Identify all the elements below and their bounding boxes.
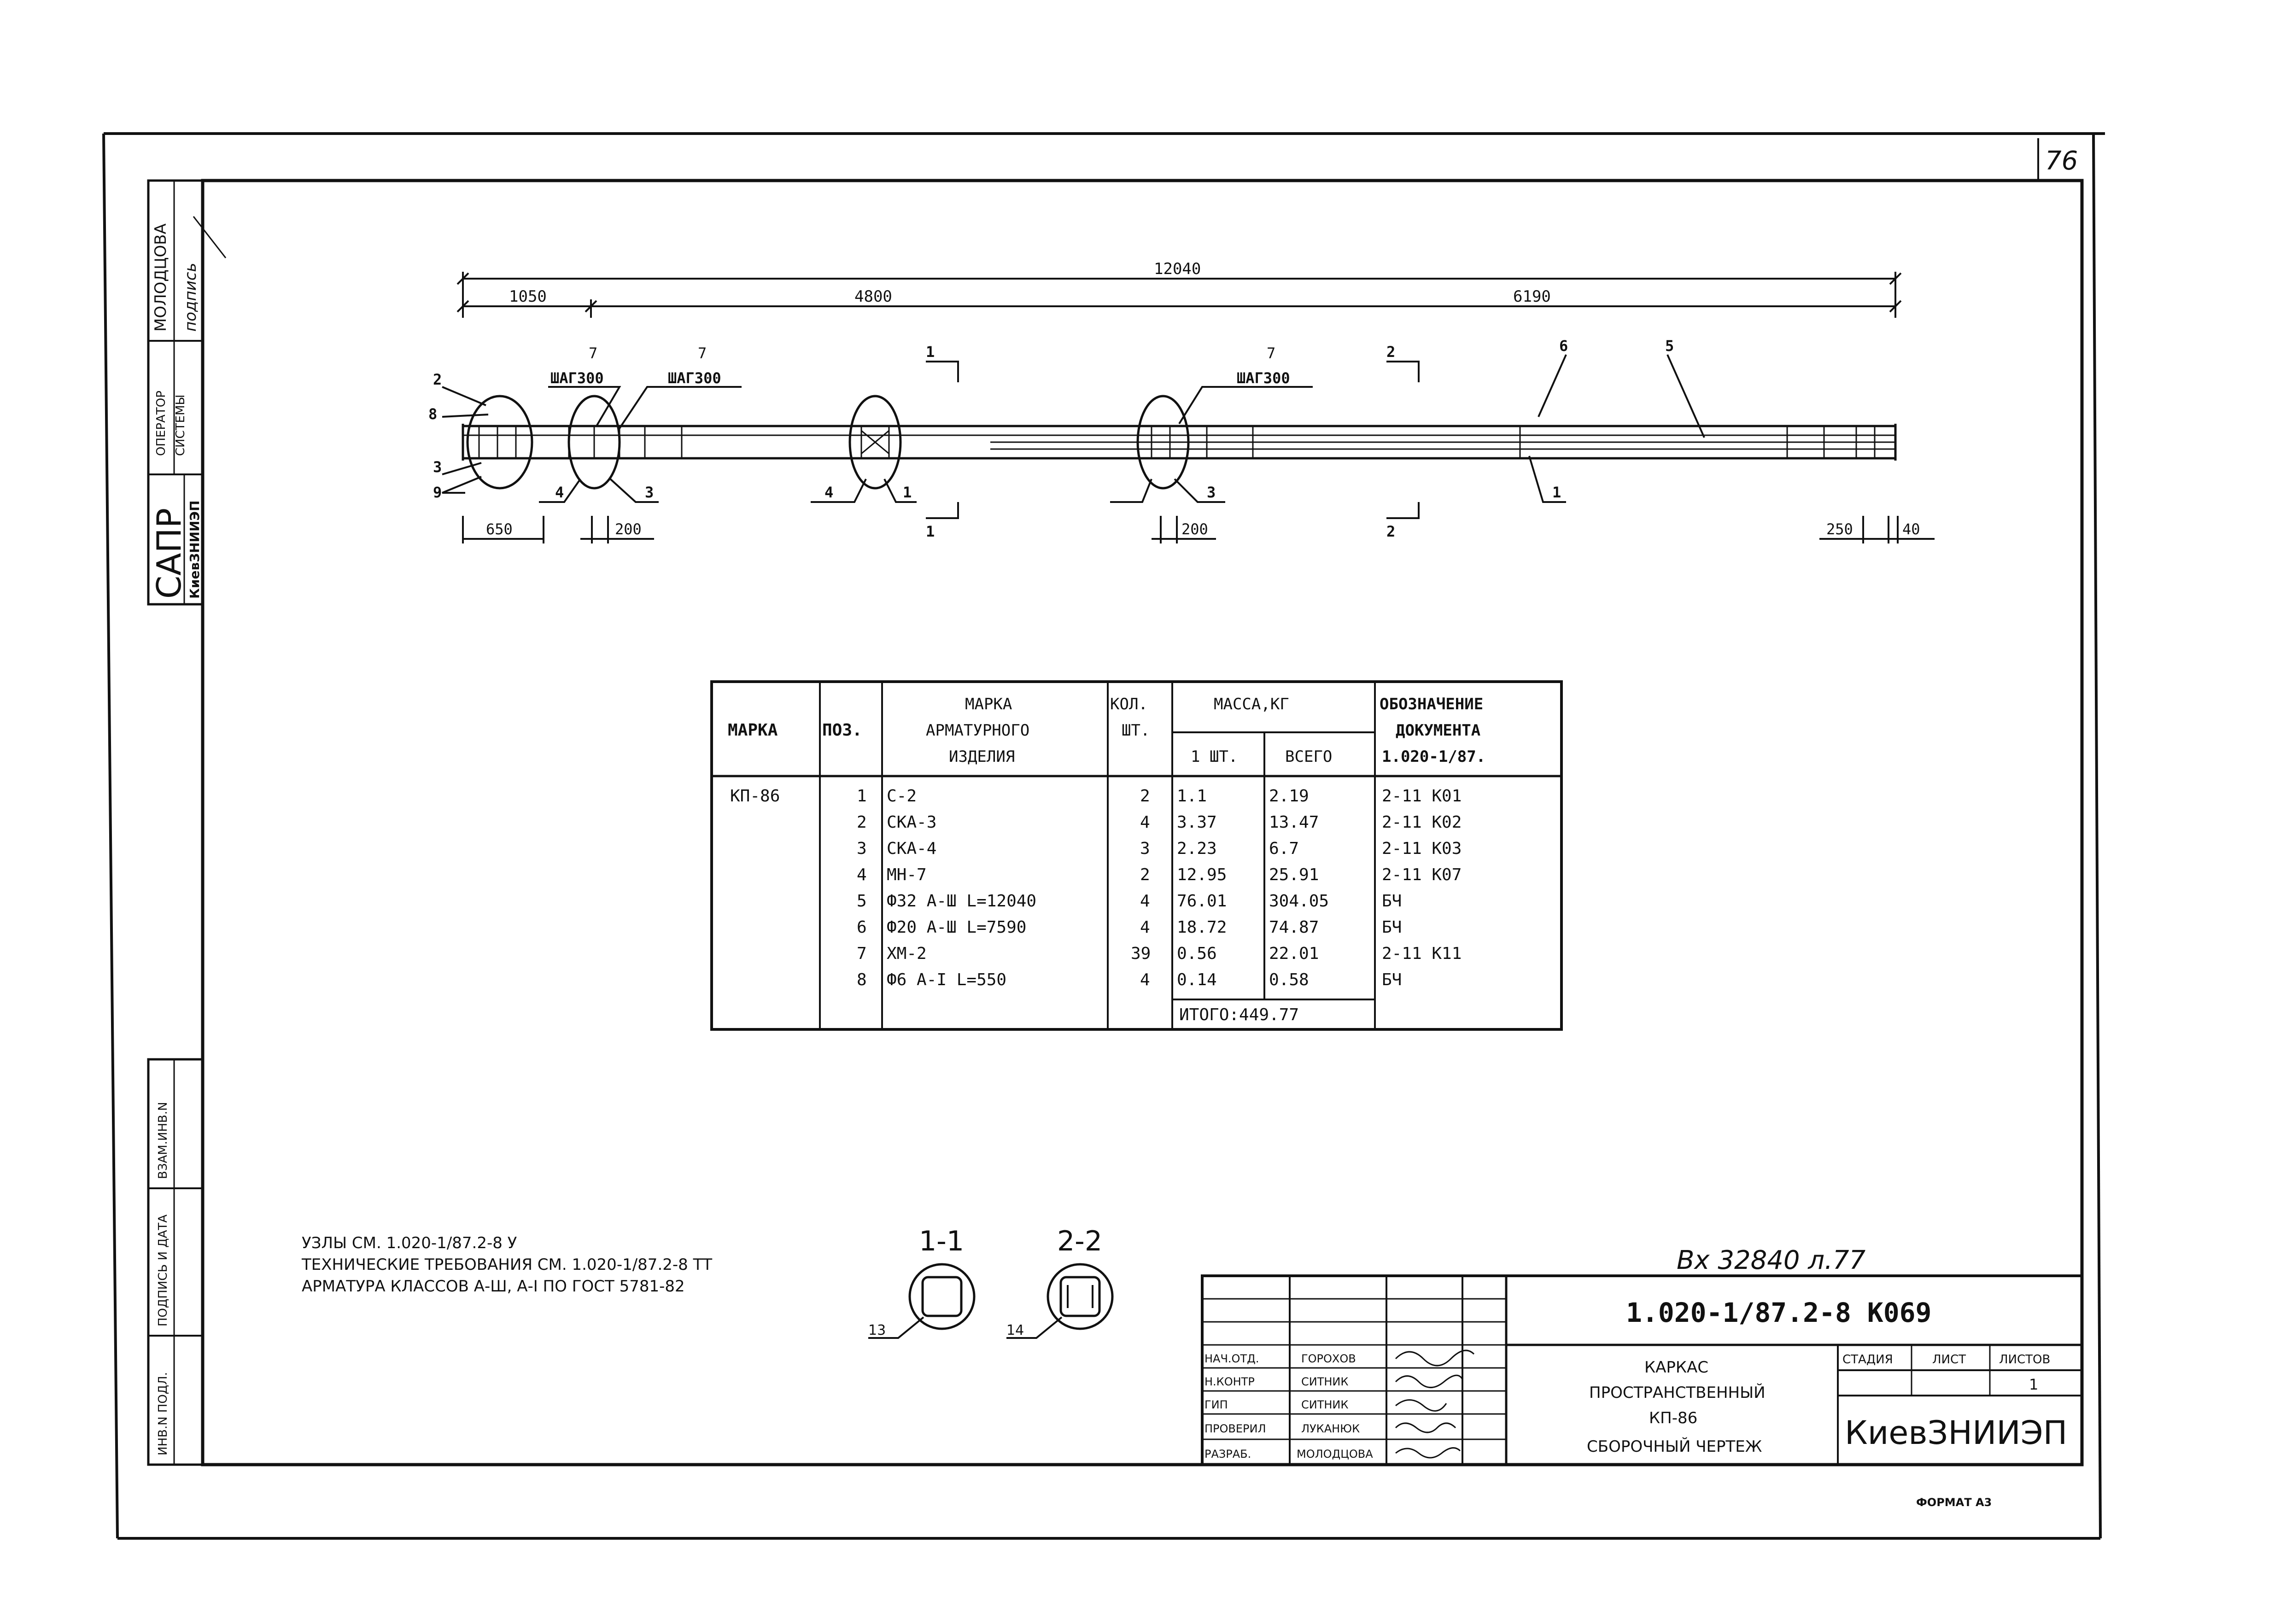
cell-qty: 2 — [1140, 865, 1150, 884]
section-1-1-callout: 13 — [868, 1322, 886, 1338]
pos-label: 2 — [433, 371, 442, 388]
pos-label: 9 — [433, 484, 442, 501]
dim-4800: 4800 — [854, 287, 892, 306]
person-role: НАЧ.ОТД. — [1204, 1352, 1259, 1365]
cell-item: СКА-4 — [887, 839, 937, 858]
dim-1050: 1050 — [509, 287, 547, 306]
format-label: ФОРМАТ А3 — [1916, 1496, 1992, 1509]
strip-podp-data: ПОДПИСЬ И ДАТА — [156, 1214, 170, 1326]
spec-rows — [857, 787, 1462, 989]
stamp-role-line1: ОПЕРАТОР — [154, 391, 168, 456]
cell-mark: КП-86 — [730, 787, 780, 806]
cell-one: 2.23 — [1177, 839, 1217, 858]
cell-pos: 2 — [857, 813, 867, 832]
stamp-sapr: САПР — [150, 508, 188, 599]
callout-7-b-label: ШАГ300 — [668, 369, 721, 387]
cell-qty: 4 — [1140, 970, 1150, 989]
cell-doc: БЧ — [1382, 970, 1402, 989]
section-mark: 2 — [1386, 523, 1396, 540]
dim-200-b: 200 — [1181, 520, 1208, 538]
cell-doc: БЧ — [1382, 892, 1402, 911]
th-qty-l2: ШТ. — [1122, 721, 1150, 740]
stage-label: СТАДИЯ — [1842, 1353, 1893, 1367]
cell-total: 74.87 — [1269, 918, 1319, 937]
cell-qty: 3 — [1140, 839, 1150, 858]
person-name: МОЛОДЦОВА — [1297, 1448, 1373, 1460]
table-row — [857, 865, 1462, 884]
stamp-role-line2: СИСТЕМЫ — [174, 394, 187, 456]
cell-doc: 2-11 К11 — [1382, 944, 1462, 963]
org-name: КиевЗНИИЭП — [1845, 1414, 2068, 1452]
cell-one: 18.72 — [1177, 918, 1227, 937]
pos-label: 1 — [903, 484, 912, 501]
title-line-3: КП-86 — [1649, 1409, 1698, 1427]
section-2-2-title: 2-2 — [1057, 1225, 1102, 1257]
callout-7-c-num: 7 — [1267, 345, 1276, 362]
th-mass-one: 1 ШТ. — [1191, 748, 1238, 766]
sheets-label: ЛИСТОВ — [1999, 1353, 2051, 1367]
person-role: ГИП — [1204, 1398, 1228, 1411]
title-line-2: ПРОСТРАНСТВЕННЫЙ — [1589, 1384, 1766, 1402]
cell-doc: 2-11 К01 — [1382, 787, 1462, 806]
cell-total: 25.91 — [1269, 865, 1319, 884]
person-role: РАЗРАБ. — [1204, 1448, 1251, 1460]
callout-7-b-num: 7 — [698, 345, 707, 362]
pos-label: 5 — [1665, 337, 1674, 355]
th-item-l2: АРМАТУРНОГО — [926, 721, 1030, 740]
cell-one: 0.56 — [1177, 944, 1217, 963]
table-row — [857, 944, 1462, 963]
title-line-1: КАРКАС — [1644, 1358, 1709, 1377]
cell-total: 22.01 — [1269, 944, 1319, 963]
person-name: СИТНИК — [1301, 1398, 1349, 1411]
cell-total: 304.05 — [1269, 892, 1329, 911]
person-name: ГОРОХОВ — [1301, 1352, 1356, 1365]
pos-label: 4 — [555, 484, 564, 501]
cell-pos: 4 — [857, 865, 867, 884]
elevation-view — [442, 272, 1935, 543]
cell-qty: 4 — [1140, 892, 1150, 911]
section-mark: 2 — [1386, 343, 1396, 361]
callout-7-c-label: ШАГ300 — [1237, 369, 1290, 387]
table-row — [857, 839, 1462, 858]
cell-item: С-2 — [887, 787, 917, 806]
cell-item: Ф32 А-Ш L=12040 — [887, 892, 1037, 911]
table-row — [857, 918, 1402, 937]
title-line-4: СБОРОЧНЫЙ ЧЕРТЕЖ — [1587, 1437, 1762, 1456]
th-doc-l2: ДОКУМЕНТА — [1396, 721, 1481, 740]
cell-item: ХМ-2 — [887, 944, 927, 963]
cell-pos: 1 — [857, 787, 867, 806]
cell-doc: 2-11 К03 — [1382, 839, 1462, 858]
sheets-value: 1 — [2029, 1376, 2039, 1393]
note-1: УЗЛЫ СМ. 1.020-1/87.2-8 У — [302, 1234, 517, 1252]
cell-pos: 8 — [857, 970, 867, 989]
pos-label: 6 — [1559, 337, 1568, 355]
strip-inv-podl: ИНВ.N ПОДЛ. — [156, 1372, 170, 1455]
dim-200-a: 200 — [615, 520, 642, 538]
section-mark: 1 — [926, 523, 935, 540]
stamp-name: МОЛОДЦОВА — [152, 223, 170, 332]
cell-item: Ф20 А-Ш L=7590 — [887, 918, 1027, 937]
cell-qty: 2 — [1140, 787, 1150, 806]
cell-qty: 39 — [1131, 944, 1151, 963]
cell-qty: 4 — [1140, 918, 1150, 937]
th-mark: МАРКА — [728, 721, 778, 740]
pos-label: 4 — [824, 484, 834, 501]
th-doc-l3: 1.020-1/87. — [1382, 748, 1486, 766]
section-2-2-callout: 14 — [1006, 1322, 1024, 1338]
cell-total: 2.19 — [1269, 787, 1309, 806]
pos-label: 8 — [428, 405, 438, 423]
cell-total: 0.58 — [1269, 970, 1309, 989]
pos-label: 1 — [1552, 484, 1561, 501]
section-1-1-title: 1-1 — [919, 1225, 964, 1257]
pos-label: 3 — [1207, 484, 1216, 501]
cell-doc: 2-11 К02 — [1382, 813, 1462, 832]
cell-total: 13.47 — [1269, 813, 1319, 832]
person-name: СИТНИК — [1301, 1375, 1349, 1388]
cell-pos: 3 — [857, 839, 867, 858]
dim-6190: 6190 — [1513, 287, 1551, 306]
cell-item: МН-7 — [887, 865, 927, 884]
person-name: ЛУКАНЮК — [1301, 1422, 1360, 1435]
cell-one: 0.14 — [1177, 970, 1217, 989]
table-row — [857, 787, 1462, 806]
section-mark: 1 — [926, 343, 935, 361]
pos-label: 3 — [645, 484, 654, 501]
cell-qty: 4 — [1140, 813, 1150, 832]
note-2: ТЕХНИЧЕСКИЕ ТРЕБОВАНИЯ СМ. 1.020-1/87.2-8 ТТ — [302, 1256, 713, 1274]
th-mass-total: ВСЕГО — [1285, 748, 1333, 766]
sheet-label: ЛИСТ — [1932, 1353, 1966, 1367]
cell-one: 1.1 — [1177, 787, 1207, 806]
dim-650: 650 — [486, 520, 513, 538]
cell-doc: БЧ — [1382, 918, 1402, 937]
th-item-l3: ИЗДЕЛИЯ — [949, 748, 1015, 766]
cell-doc: 2-11 К07 — [1382, 865, 1462, 884]
sheet-number: 76 — [2045, 146, 2078, 176]
table-row — [857, 892, 1402, 911]
cell-one: 76.01 — [1177, 892, 1227, 911]
cell-item: Ф6 А-I L=550 — [887, 970, 1007, 989]
th-qty-l1: КОЛ. — [1110, 695, 1148, 713]
cell-one: 3.37 — [1177, 813, 1217, 832]
pos-label: 3 — [433, 458, 442, 476]
callout-7-a-label: ШАГ300 — [550, 369, 604, 387]
table-row — [857, 813, 1462, 832]
cell-pos: 5 — [857, 892, 867, 911]
th-mass: МАССА,КГ — [1214, 695, 1289, 713]
th-pos: ПОЗ. — [822, 721, 862, 740]
stamp-signature: подпись — [181, 263, 200, 332]
cell-pos: 6 — [857, 918, 867, 937]
handwritten-ref: Вх 32840 л.77 — [1677, 1245, 1866, 1275]
person-role: ПРОВЕРИЛ — [1204, 1422, 1266, 1435]
th-item-l1: МАРКА — [965, 695, 1012, 713]
table-row — [857, 970, 1402, 989]
note-3: АРМАТУРА КЛАССОВ А-Ш, А-I ПО ГОСТ 5781-82 — [302, 1277, 685, 1296]
th-doc-l1: ОБОЗНАЧЕНИЕ — [1380, 695, 1484, 713]
cell-total: 6.7 — [1269, 839, 1299, 858]
strip-vzam-inv: ВЗАМ.ИНВ.N — [156, 1102, 170, 1179]
dim-40: 40 — [1902, 520, 1920, 538]
dim-total: 12040 — [1154, 260, 1201, 278]
cell-item: СКА-3 — [887, 813, 937, 832]
doc-code: 1.020-1/87.2-8 К069 — [1626, 1297, 1932, 1328]
stamp-org: КиевЗНИИЭП — [187, 500, 202, 599]
dim-250: 250 — [1826, 520, 1853, 538]
cell-total-sum: ИТОГО:449.77 — [1179, 1005, 1299, 1024]
cell-pos: 7 — [857, 944, 867, 963]
callout-7-a-num: 7 — [589, 345, 598, 362]
person-role: Н.КОНТР — [1204, 1375, 1255, 1388]
cell-one: 12.95 — [1177, 865, 1227, 884]
